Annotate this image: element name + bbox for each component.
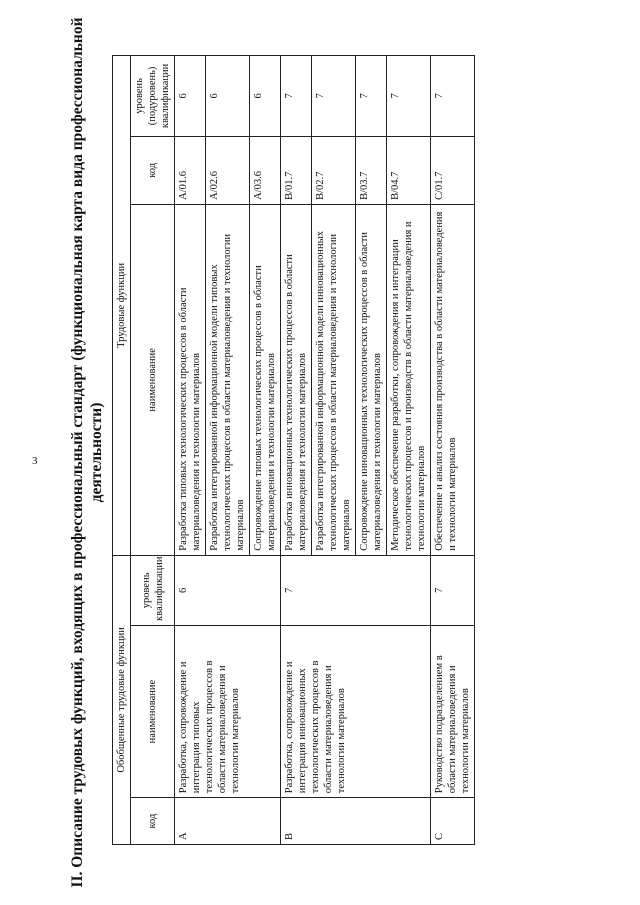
table-row bbox=[175, 56, 206, 845]
function-name: Сопровождение инновационных технологических процессов в области материаловедения и технологии материалов bbox=[356, 204, 387, 555]
section-title: II. Описание трудовых функций, входящих в профессиональный стандарт (функциональная карта вида профессиональной деятельности) bbox=[69, 17, 105, 888]
function-code: A/02.6 bbox=[206, 136, 250, 204]
header-fn-level: уровень (подуровень) квалификации bbox=[131, 56, 175, 137]
group-level: 7 bbox=[431, 555, 475, 625]
function-code: B/02.7 bbox=[312, 136, 356, 204]
header-fn-code: код bbox=[131, 136, 175, 204]
table-row bbox=[281, 56, 312, 845]
function-level: 6 bbox=[250, 56, 281, 137]
function-code: B/01.7 bbox=[281, 136, 312, 204]
group-name: Разработка, сопровождение и интеграция инновационных технологических процессов в области материаловедения и технологии материалов bbox=[281, 625, 431, 797]
header-row-sub bbox=[131, 56, 175, 845]
header-gen-code: код bbox=[131, 798, 175, 845]
function-name: Разработка инновационных технологических процессов в области материаловедения и технологии материалов bbox=[281, 204, 312, 555]
header-generalized: Обобщенные трудовые функции bbox=[113, 555, 131, 844]
group-code: A bbox=[175, 798, 281, 845]
function-code: C/01.7 bbox=[431, 136, 475, 204]
function-name: Разработка интегрированной информационной модели инновационных технологических процессов в области материаловедения и технологии материалов bbox=[312, 204, 356, 555]
header-row-top bbox=[113, 56, 131, 845]
function-name: Обеспечение и анализ состояния производства в области материаловедения и технологии материалов bbox=[431, 204, 475, 555]
table-row bbox=[431, 56, 475, 845]
header-fn-name: наименование bbox=[131, 204, 175, 555]
group-name: Руководство подразделением в области материаловедения и технологии материалов bbox=[431, 625, 475, 797]
header-gen-level: уровень квалификации bbox=[131, 555, 175, 625]
function-name: Разработка интегрированной информационной модели типовых технологических процессов в области материаловедения и технологии материалов bbox=[206, 204, 250, 555]
group-level: 6 bbox=[175, 555, 281, 625]
function-code: A/03.6 bbox=[250, 136, 281, 204]
header-gen-name: наименование bbox=[131, 625, 175, 797]
function-level: 7 bbox=[281, 56, 312, 137]
function-level: 7 bbox=[431, 56, 475, 137]
function-level: 6 bbox=[206, 56, 250, 137]
functional-map-table bbox=[112, 55, 475, 845]
function-code: B/03.7 bbox=[356, 136, 387, 204]
function-name: Методическое обеспечение разработки, сопровождения и интеграции технологических процессов и производств в области материаловедения и технологии материалов bbox=[387, 204, 431, 555]
function-name: Разработка типовых технологических процессов в области материаловедения и технологии материалов bbox=[175, 204, 206, 555]
function-level: 7 bbox=[312, 56, 356, 137]
function-level: 7 bbox=[387, 56, 431, 137]
group-code: B bbox=[281, 798, 431, 845]
group-name: Разработка, сопровождение и интеграция типовых технологических процессов в области материаловедения и технологии материалов bbox=[175, 625, 281, 797]
page-number: 3 bbox=[32, 455, 38, 467]
function-level: 6 bbox=[175, 56, 206, 137]
group-code: C bbox=[431, 798, 475, 845]
group-level: 7 bbox=[281, 555, 431, 625]
header-labor: Трудовые функции bbox=[113, 56, 131, 556]
function-level: 7 bbox=[356, 56, 387, 137]
function-code: B/04.7 bbox=[387, 136, 431, 204]
function-name: Сопровождение типовых технологических процессов в области материаловедения и технологии материалов bbox=[250, 204, 281, 555]
function-code: A/01.6 bbox=[175, 136, 206, 204]
